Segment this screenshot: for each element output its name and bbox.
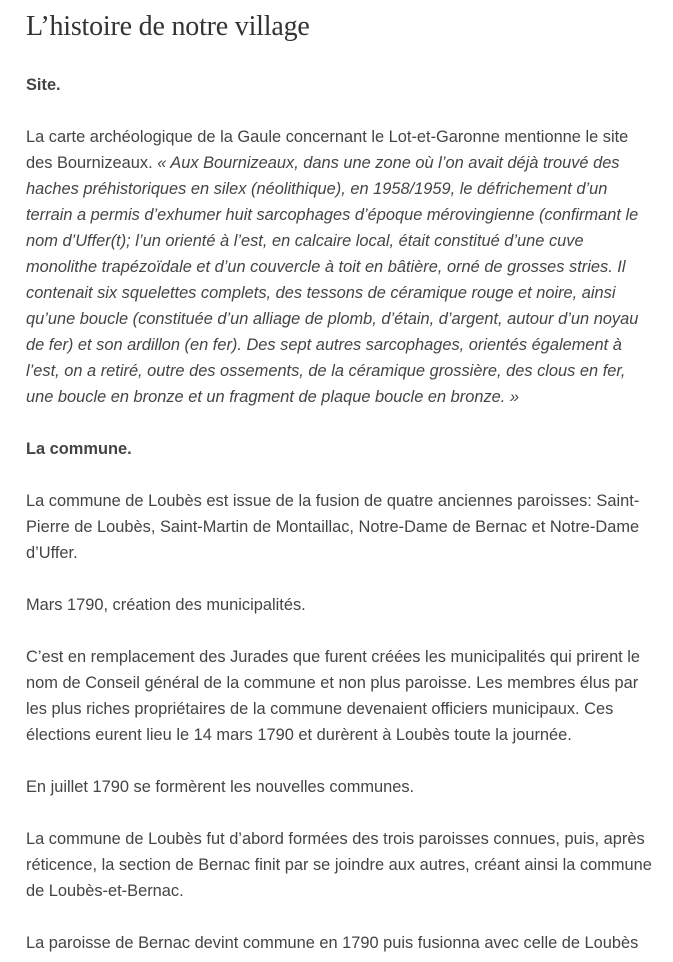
site-quote-text: « Aux Bournizeaux, dans une zone où l’on avait déjà trouvé des haches préhistoriques en silex (néolithique), en 1958/1959, le défrichement d’un terrain a permis d’exhumer huit sarcophages d’époque mérovingienne (confirmant le nom d’Uffer(t); l’un orienté à l’est, en calcaire local, était constitué d’une cuve monolithe trapézoïdale et d’un couvercle à toit en bâtière, orné de grosses stries. Il contenait six squelettes complets, des tessons de céramique rouge et noire, ainsi qu’une boucle (constituée d’un alliage de plomb, d’étain, d’argent, autour d’un noyau de fer) et son ardillon (en fer). Des sept autres sarcophages, orientés également à l’est, on a retiré, outre des ossements, de la céramique grossière, des clous en fer, une boucle en bronze et un fragment de plaque boucle en bronze. » <box>26 154 639 406</box>
section-heading-commune: La commune. <box>26 440 132 458</box>
page-title: L’histoire de notre village <box>26 11 310 42</box>
commune-paragraph-5: La commune de Loubès fut d’abord formées des trois paroisses connues, puis, après réticence, la section de Bernac finit par se joindre aux autres, créant ainsi la commune de Loubès-et-Bernac. <box>26 830 652 900</box>
commune-paragraph-4: En juillet 1790 se formèrent les nouvelles communes. <box>26 778 415 796</box>
article <box>26 0 656 956</box>
commune-paragraph-3: C’est en remplacement des Jurades que furent créées les municipalités qui prirent le nom de Conseil général de la commune et non plus paroisse. Les membres élus par les plus riches propriétaires de la commune devenaient officiers municipaux. Ces élections eurent lieu le 14 mars 1790 et durèrent à Loubès toute la journée. <box>26 648 641 744</box>
commune-paragraph-2: Mars 1790, création des municipalités. <box>26 596 306 614</box>
commune-paragraph-6: La paroisse de Bernac devint commune en 1790 puis fusionna avec celle de Loubès <box>26 934 639 952</box>
site-intro-text: La carte archéologique de la Gaule concernant le Lot-et-Garonne mentionne le site des Bournizeaux. <box>26 128 629 172</box>
site-paragraph <box>26 124 656 410</box>
commune-paragraph-1: La commune de Loubès est issue de la fusion de quatre anciennes paroisses: Saint-Pierre de Loubès, Saint-Martin de Montaillac, Notre-Dame de Bernac et Notre-Dame d’Uffer. <box>26 492 640 562</box>
section-heading-site: Site. <box>26 76 61 94</box>
